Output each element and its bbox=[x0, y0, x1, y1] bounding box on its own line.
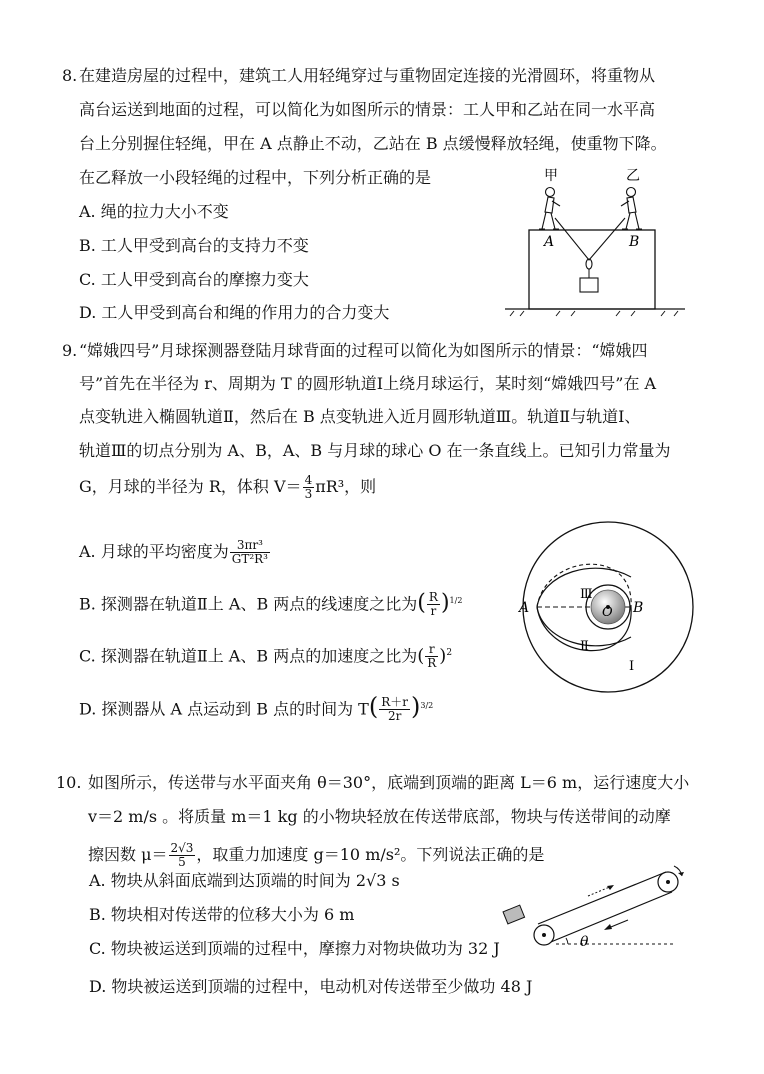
q9-stem-last-pre: G，月球的半径为 R，体积 V＝ bbox=[79, 477, 302, 496]
left-paren: ( bbox=[417, 590, 426, 616]
option-text: C. 探测器在轨道Ⅱ上 A、B 两点的加速度之比为 bbox=[79, 646, 418, 666]
q8-option-c: C. 工人甲受到高台的摩擦力变大 bbox=[79, 270, 309, 289]
q9-stem-line-4: 轨道Ⅲ的切点分别为 A、B，A、B 与月球的球心 O 在一条直线上。已知引力常量为 bbox=[79, 441, 671, 460]
q10-stem-line-3 bbox=[88, 842, 544, 869]
fraction bbox=[427, 591, 440, 618]
fraction-numerator: R bbox=[428, 590, 438, 605]
fraction-numerator: 4 bbox=[304, 473, 313, 487]
q9-option-d bbox=[79, 692, 434, 724]
fraction bbox=[230, 539, 270, 566]
q10-option-a: A. 物块从斜面底端到达顶端的时间为 2√3 s bbox=[89, 871, 400, 890]
q9-stem-line-2: 号”首先在半径为 r、周期为 T 的圆形轨道Ⅰ上绕月球运行，某时刻“嫦娥四号”在 A bbox=[79, 374, 657, 393]
belt-top bbox=[538, 872, 666, 924]
rotation-arrowhead-icon bbox=[678, 872, 684, 876]
right-paren: ) bbox=[440, 590, 450, 616]
q9-option-b bbox=[79, 590, 462, 618]
q8-stem-line-2: 高台运送到地面的过程，可以简化为如图所示的情景：工人甲和乙站在同一水平高 bbox=[79, 100, 656, 119]
left-paren: ( bbox=[417, 645, 425, 667]
q8-option-a: A. 绳的拉力大小不变 bbox=[79, 202, 229, 221]
option-text: D. 探测器从 A 点运动到 B 点的时间为 T bbox=[79, 699, 369, 719]
label-o: O bbox=[602, 605, 613, 620]
exponent: 1/2 bbox=[449, 596, 463, 605]
fraction-denominator: r bbox=[430, 604, 437, 619]
top-pulley-center bbox=[666, 880, 670, 884]
fraction-numerator: R＋r bbox=[381, 695, 409, 710]
q8-stem-line-4: 在乙释放一小段轻绳的过程中，下列分析正确的是 bbox=[79, 168, 432, 187]
q10-stem-line-2: v＝2 m/s 。将质量 m＝1 kg 的小物块轻放在传送带底部，物块与传送带间的动摩 bbox=[88, 807, 671, 826]
q9-stem-line-1: “嫦娥四号”月球探测器登陆月球背面的过程可以简化为如图所示的情景：“嫦娥四 bbox=[79, 341, 648, 360]
rope bbox=[555, 218, 625, 260]
weight-block bbox=[580, 278, 598, 292]
exponent: 2 bbox=[446, 648, 453, 658]
fraction-denominator: GT²R³ bbox=[231, 552, 268, 566]
q8-figure bbox=[500, 160, 700, 320]
stem-text: ，取重力加速度 g＝10 m/s²。下列说法正确的是 bbox=[196, 845, 545, 864]
label-yi: 乙 bbox=[626, 168, 640, 184]
q8-stem-line-1: 在建造房屋的过程中，建筑工人用轻绳穿过与重物固定连接的光滑圆环，将重物从 bbox=[79, 66, 656, 85]
stem-text: 擦因数 μ＝ bbox=[88, 845, 168, 864]
q9-stem-last-post: πR³，则 bbox=[315, 477, 377, 496]
fraction-numerator: 2√3 bbox=[170, 841, 194, 855]
fraction bbox=[379, 696, 410, 723]
label-point-b: B bbox=[629, 234, 640, 250]
q8-option-d: D. 工人甲受到高台和绳的作用力的合力变大 bbox=[79, 303, 390, 322]
label-jia: 甲 bbox=[544, 168, 558, 184]
q9-figure bbox=[505, 520, 715, 695]
angle-arc bbox=[566, 938, 568, 944]
right-paren: ) bbox=[411, 692, 421, 721]
label-orbit-3: Ⅲ bbox=[580, 587, 593, 602]
fraction-denominator: 3 bbox=[304, 487, 313, 501]
q8-stem-line-3: 台上分别握住轻绳，甲在 A 点静止不动，乙站在 B 点缓慢释放轻绳，使重物下降。 bbox=[79, 134, 667, 153]
q10-option-b: B. 物块相对传送带的位移大小为 6 m bbox=[89, 905, 355, 924]
fraction-denominator: R bbox=[427, 656, 437, 671]
q9-option-a bbox=[79, 539, 271, 566]
option-text: B. 探测器在轨道Ⅱ上 A、B 两点的线速度之比为 bbox=[79, 594, 418, 614]
bottom-pulley-center bbox=[542, 933, 546, 937]
fraction-numerator: 3πr³ bbox=[230, 539, 270, 553]
q10-stem-line-1: 如图所示，传送带与水平面夹角 θ＝30°，底端到顶端的距离 L＝6 m，运行速度大小 bbox=[88, 773, 690, 792]
fraction bbox=[303, 474, 315, 501]
worker-jia-icon bbox=[539, 188, 560, 230]
ground-hatching bbox=[510, 311, 678, 316]
fraction-denominator: 5 bbox=[178, 855, 186, 869]
fraction-numerator: r bbox=[425, 643, 438, 657]
option-text: A. 月球的平均密度为 bbox=[79, 542, 229, 561]
right-paren: ) bbox=[439, 645, 447, 667]
fraction-denominator: 2r bbox=[387, 709, 402, 724]
label-point-a: A bbox=[544, 234, 555, 250]
q10-figure bbox=[500, 860, 700, 960]
q9-option-c bbox=[79, 642, 452, 670]
worker-yi-icon bbox=[621, 188, 642, 230]
belt-bottom bbox=[546, 892, 672, 944]
q8-number: 8. bbox=[62, 66, 78, 85]
left-paren: ( bbox=[368, 692, 379, 721]
q10-option-d: D. 物块被运送到顶端的过程中，电动机对传送带至少做功 48 J bbox=[89, 977, 533, 996]
fraction bbox=[425, 643, 438, 670]
block bbox=[503, 905, 525, 924]
label-orbit-2: Ⅱ bbox=[580, 639, 589, 654]
q9-stem-line-3: 点变轨进入椭圆轨道Ⅱ，然后在 B 点变轨进入近月圆形轨道Ⅲ。轨道Ⅱ与轨道Ⅰ、 bbox=[79, 407, 641, 426]
label-a: A bbox=[519, 600, 530, 616]
q10-number: 10. bbox=[56, 773, 82, 792]
q9-number: 9. bbox=[62, 341, 78, 360]
label-orbit-1: Ⅰ bbox=[629, 659, 635, 674]
label-b: B bbox=[633, 600, 644, 616]
exponent: 3/2 bbox=[420, 701, 434, 710]
q10-option-c: C. 物块被运送到顶端的过程中，摩擦力对物块做功为 32 J bbox=[89, 939, 500, 958]
label-theta: θ bbox=[580, 934, 589, 950]
q9-stem-line-5 bbox=[79, 474, 376, 501]
q8-option-b: B. 工人甲受到高台的支持力不变 bbox=[79, 236, 309, 255]
velocity-arrowhead-icon bbox=[604, 924, 612, 930]
fraction bbox=[169, 842, 196, 869]
